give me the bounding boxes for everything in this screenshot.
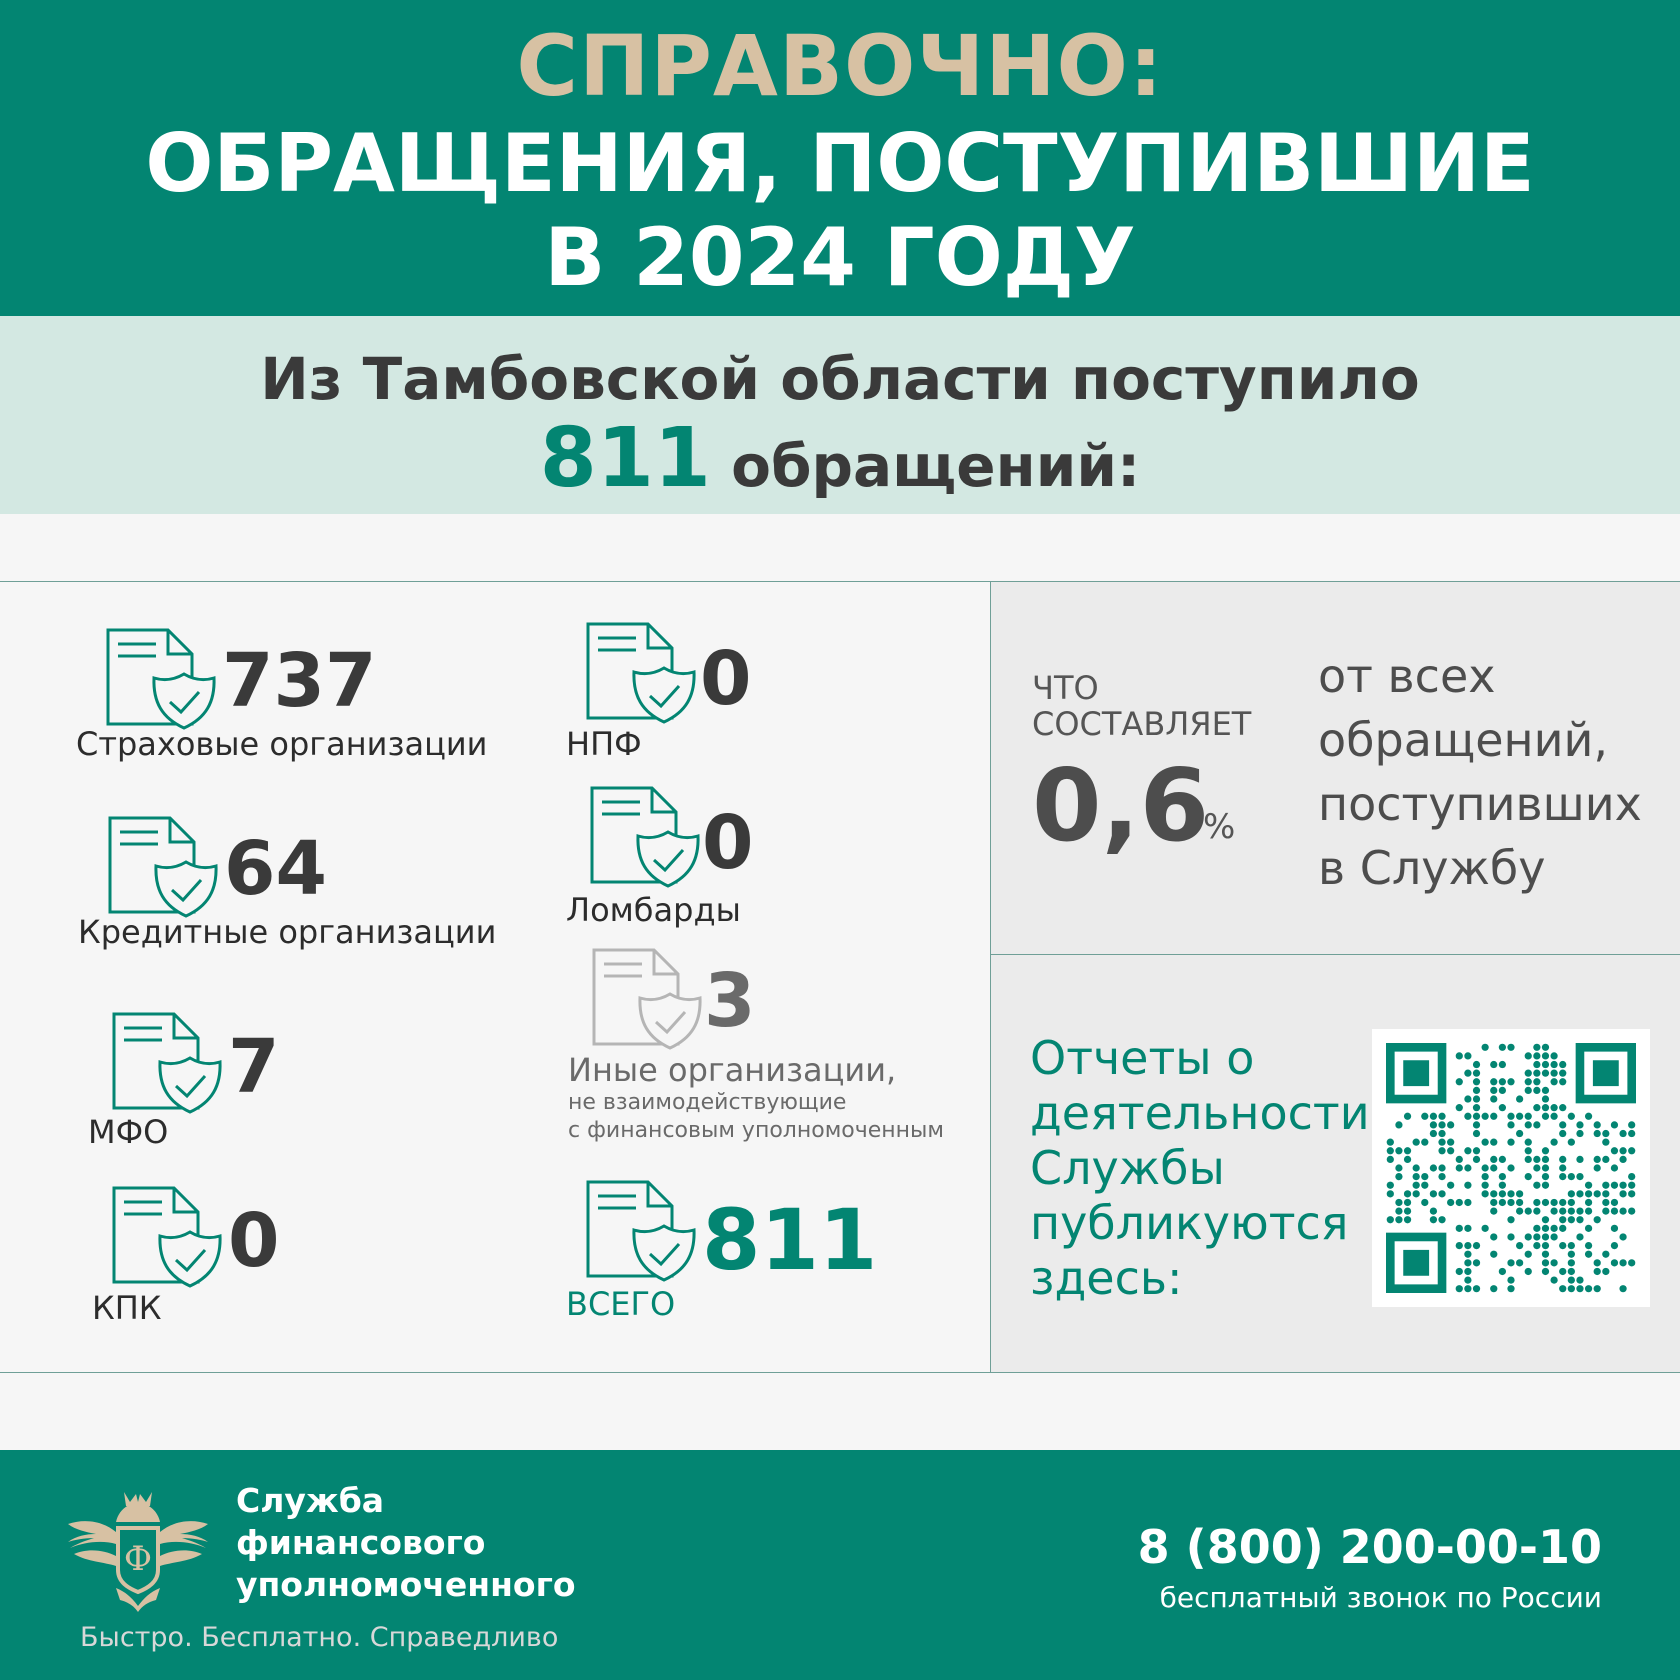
insurance-count: 737 bbox=[222, 638, 377, 724]
reports-line4: публикуются bbox=[1030, 1196, 1349, 1250]
summary-count: 811 bbox=[539, 411, 711, 506]
document-shield-icon bbox=[588, 786, 706, 890]
qr-code-image[interactable] bbox=[1372, 1029, 1650, 1307]
reports-line2: деятельности bbox=[1030, 1086, 1370, 1140]
total-label: ВСЕГО bbox=[566, 1285, 676, 1323]
insurance-label: Страховые организации bbox=[76, 725, 488, 763]
other-count: 3 bbox=[704, 958, 756, 1044]
header-kicker: СПРАВОЧНО: bbox=[516, 17, 1164, 115]
share-text-line2: обращений, bbox=[1318, 713, 1609, 767]
summary-line1: Из Тамбовской области поступило bbox=[260, 345, 1420, 413]
reports-line1: Отчеты о bbox=[1030, 1031, 1255, 1085]
pawnshop-label: Ломбарды bbox=[566, 891, 741, 929]
credit-count: 64 bbox=[224, 826, 327, 912]
header bbox=[0, 0, 1680, 316]
footer bbox=[0, 1450, 1680, 1680]
org-name-line3: уполномоченного bbox=[236, 1565, 576, 1604]
kpk-count: 0 bbox=[228, 1198, 280, 1284]
reports-line5: здесь: bbox=[1030, 1251, 1183, 1305]
svg-text:Ф: Ф bbox=[123, 1539, 153, 1579]
share-text-line1: от всех bbox=[1318, 649, 1496, 703]
emblem-logo bbox=[66, 1484, 210, 1612]
org-name-line1: Служба bbox=[236, 1481, 385, 1520]
share-text bbox=[1318, 644, 1678, 900]
share-text-line3: поступивших bbox=[1318, 777, 1642, 831]
total-count: 811 bbox=[702, 1191, 878, 1289]
pawnshop-count: 0 bbox=[702, 800, 754, 886]
summary-line2 bbox=[0, 411, 1680, 511]
npf-count: 0 bbox=[700, 636, 752, 722]
share-value: 0,6 bbox=[1032, 747, 1210, 864]
other-label: Иные организации, bbox=[568, 1051, 897, 1089]
document-shield-icon bbox=[110, 1012, 228, 1116]
credit-label: Кредитные организации bbox=[78, 913, 497, 951]
summary-band bbox=[0, 316, 1680, 514]
npf-label: НПФ bbox=[566, 725, 642, 763]
share-unit: % bbox=[1203, 807, 1236, 847]
mfo-count: 7 bbox=[228, 1024, 280, 1110]
summary-count-suffix: обращений: bbox=[731, 432, 1141, 500]
other-note-line2: с финансовым уполномоченным bbox=[568, 1118, 945, 1143]
document-shield-icon bbox=[584, 1180, 702, 1284]
org-name bbox=[236, 1480, 576, 1606]
qr-code[interactable] bbox=[1372, 1029, 1650, 1307]
reports-line3: Службы bbox=[1030, 1141, 1225, 1195]
document-shield-icon bbox=[584, 622, 702, 726]
document-shield-icon bbox=[590, 948, 708, 1052]
share-kicker-line1: ЧТО bbox=[1032, 669, 1099, 707]
document-shield-icon bbox=[104, 628, 222, 732]
mfo-label: МФО bbox=[88, 1113, 169, 1151]
header-title-line1: ОБРАЩЕНИЯ, ПОСТУПИВШИЕ bbox=[145, 117, 1535, 210]
divider-horizontal bbox=[991, 954, 1680, 955]
share-text-line4: в Службу bbox=[1318, 841, 1546, 895]
phone-number[interactable]: 8 (800) 200-00-10 bbox=[1137, 1520, 1602, 1574]
share-kicker-line2: СОСТАВЛЯЕТ bbox=[1032, 705, 1252, 743]
share-kicker bbox=[1032, 670, 1272, 742]
motto: Быстро. Бесплатно. Справедливо bbox=[80, 1622, 559, 1653]
kpk-label: КПК bbox=[92, 1289, 162, 1327]
divider-vertical bbox=[990, 581, 991, 1373]
reports-text bbox=[1030, 1031, 1370, 1306]
header-title-line2: В 2024 ГОДУ bbox=[544, 211, 1136, 304]
phone-note: бесплатный звонок по России bbox=[1159, 1581, 1602, 1614]
org-name-line2: финансового bbox=[236, 1523, 486, 1562]
document-shield-icon bbox=[106, 816, 224, 920]
document-shield-icon bbox=[110, 1186, 228, 1290]
other-note-line1: не взаимодействующие bbox=[568, 1090, 847, 1115]
